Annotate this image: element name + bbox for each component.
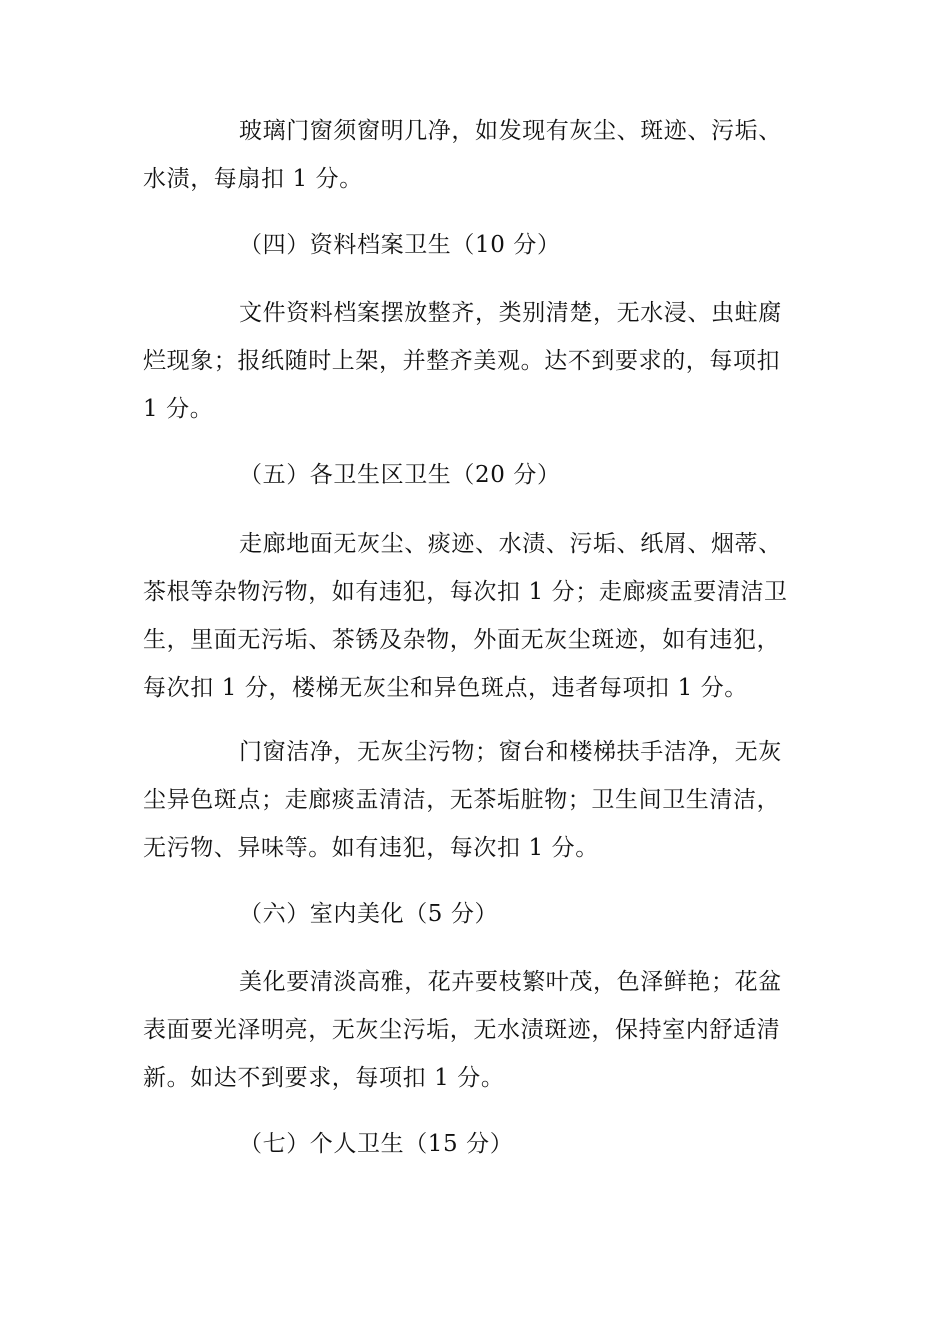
paragraph-line: 每次扣 1 分，楼梯无灰尘和异色斑点，违者每项扣 1 分。: [143, 675, 748, 701]
paragraph-archives: [143, 289, 798, 433]
paragraph-line: 无污物、异味等。如有违犯，每次扣 1 分。: [143, 835, 599, 861]
section-heading-archives: （四）资料档案卫生（10 分）: [239, 232, 561, 258]
section-heading-beautification: （六）室内美化（5 分）: [239, 901, 499, 927]
paragraph-line: 尘异色斑点；走廊痰盂清洁，无茶垢脏物；卫生间卫生清洁，: [143, 787, 781, 813]
paragraph-line: 玻璃门窗须窗明几净，如发现有灰尘、斑迹、污垢、: [239, 118, 782, 144]
paragraph-line: 新。如达不到要求，每项扣 1 分。: [143, 1065, 505, 1091]
paragraph-line: 走廊地面无灰尘、痰迹、水渍、污垢、纸屑、烟蒂、: [239, 531, 782, 557]
paragraph-line: 水渍，每扇扣 1 分。: [143, 166, 363, 192]
paragraph-line: 美化要清淡高雅，花卉要枝繁叶茂，色泽鲜艳；花盆: [239, 969, 782, 995]
paragraph-line: 烂现象；报纸随时上架，并整齐美观。达不到要求的，每项扣: [143, 348, 781, 374]
paragraph-doors-windows: [143, 728, 798, 872]
paragraph-line: 茶根等杂物污物，如有违犯，每次扣 1 分；走廊痰盂要清洁卫: [143, 579, 788, 605]
section-heading-sanitary-areas: （五）各卫生区卫生（20 分）: [239, 462, 561, 488]
paragraph-beautification: [143, 958, 798, 1102]
paragraph-line: 表面要光泽明亮，无灰尘污垢，无水渍斑迹，保持室内舒适清: [143, 1017, 781, 1043]
paragraph-line: 生，里面无污垢、茶锈及杂物，外面无灰尘斑迹，如有违犯，: [143, 627, 781, 653]
section-heading-personal-hygiene: （七）个人卫生（15 分）: [239, 1131, 514, 1157]
paragraph-line: 门窗洁净，无灰尘污物；窗台和楼梯扶手洁净，无灰: [239, 739, 782, 765]
paragraph-corridors: [143, 520, 798, 712]
paragraph-line: 文件资料档案摆放整齐，类别清楚，无水浸、虫蛀腐: [239, 300, 782, 326]
paragraph-line: 1 分。: [143, 396, 214, 422]
paragraph-glass-doors: [143, 107, 798, 203]
